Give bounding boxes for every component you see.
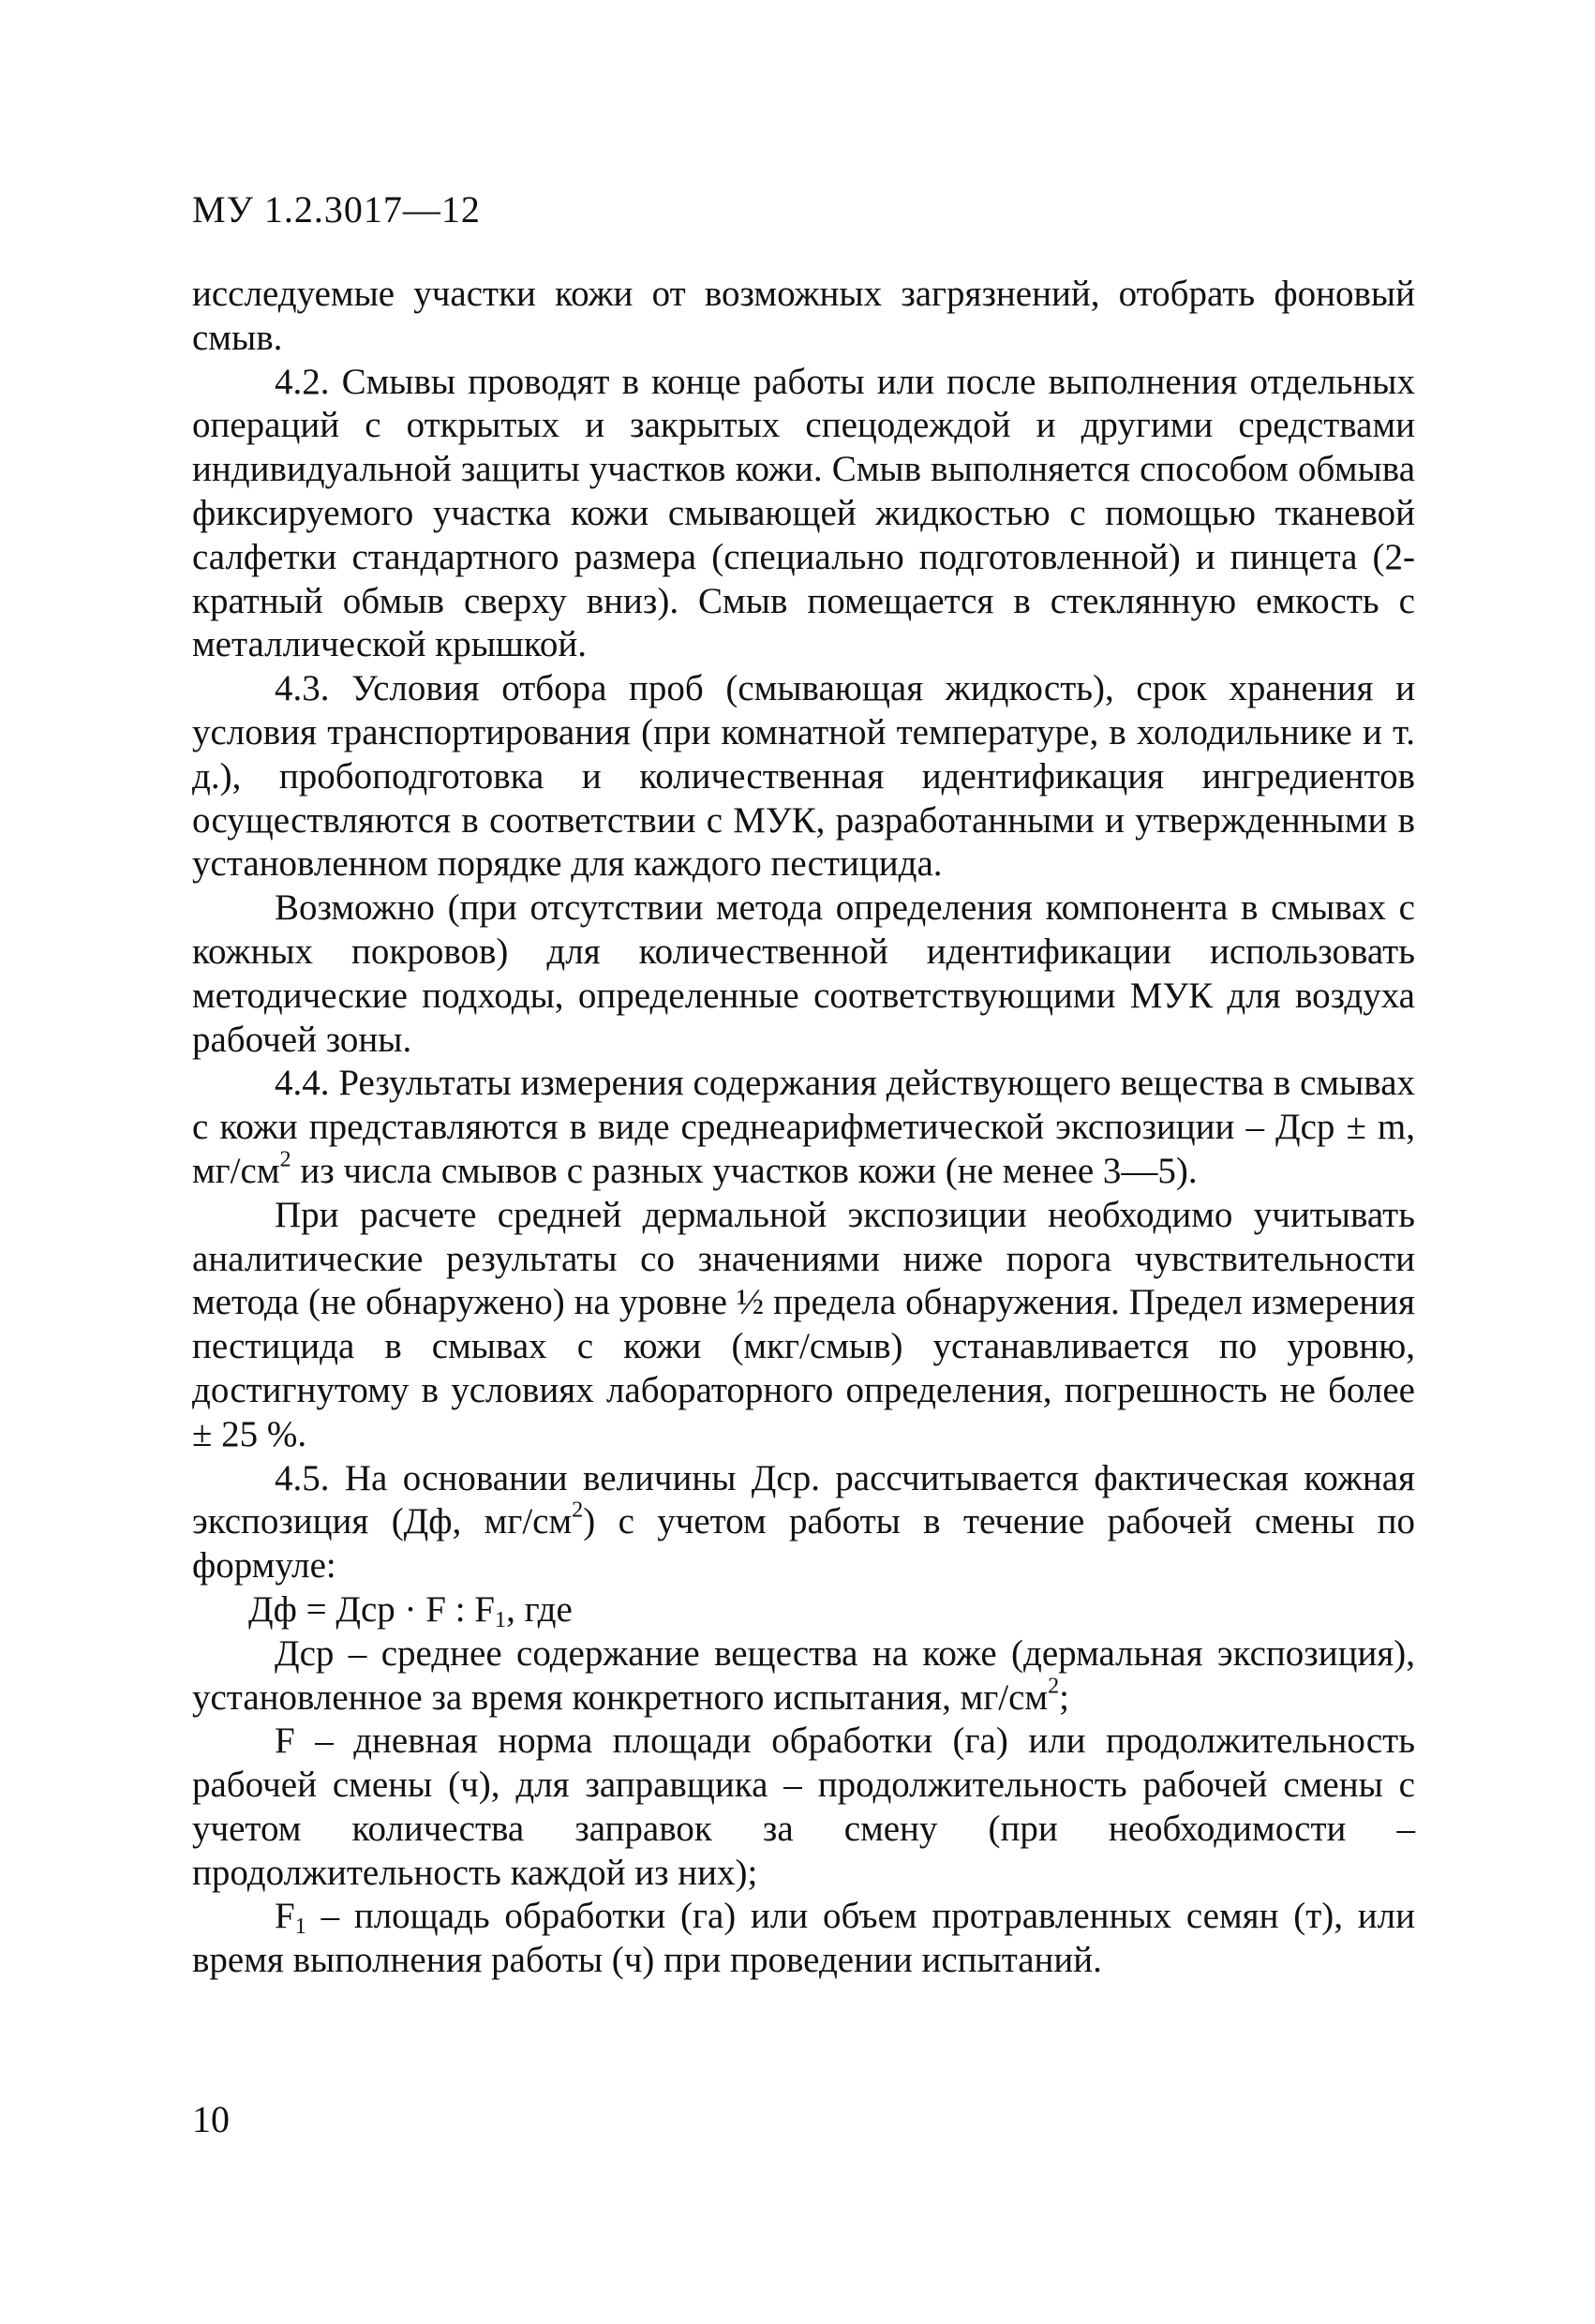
- paragraph-4-4-text-a: 4.4. Результаты измерения содержания действующего вещества в смывах с кожи представляются в виде среднеарифметической экспозиции – Дср ± m, мг/см: [192, 1063, 1415, 1191]
- definition-f1: [192, 1895, 1415, 1983]
- paragraph-4-5: [192, 1457, 1415, 1588]
- definition-f: F – дневная норма площади обработки (га) или продолжительность рабочей смены (ч), для заправщика – продолжительность рабочей смены с учетом количества заправок за смену (при необходимости – продолжительность каждой из них);: [192, 1721, 1415, 1893]
- definition-dsr: [192, 1632, 1415, 1721]
- page-number: 10: [192, 2098, 230, 2140]
- subscript: 1: [294, 1914, 306, 1940]
- formula-text-b: , где: [506, 1588, 573, 1630]
- formula: [192, 1588, 1415, 1632]
- paragraph-4-5-text-b: ) с учетом работы в течение рабочей смены по формуле:: [192, 1501, 1416, 1587]
- subscript: 1: [494, 1606, 507, 1632]
- paragraph-dermal-calculation: При расчете средней дермальной экспозиции необходимо учитывать аналитические результаты со значениями ниже порога чувствительности метода (не обнаружено) на уровне ½ предела обнаружения. Предел измерения пестицида в смывах с кожи (мкг/смыв) устанавливается по уровню, достигнутому в условиях лабораторного определения, погрешность не более ± 25 %.: [192, 1194, 1415, 1454]
- superscript: 2: [279, 1146, 291, 1172]
- paragraph-4-4-text-b: из числа смывов с разных участков кожи (не менее 3—5).: [291, 1150, 1198, 1191]
- paragraph-4-2: 4.2. Смывы проводят в конце работы или после выполнения отдельных операций с открытых и закрытых спецодеждой и другими средствами индивидуальной защиты участков кожи. Смыв выполняется способом обмыва фиксируемого участка кожи смывающей жидкостью с помощью тканевой салфетки стандартного размера (специально подготовленной) и пинцета (2-кратный обмыв сверху вниз). Смыв помещается в стеклянную емкость с металлической крышкой.: [192, 361, 1415, 665]
- formula-text-a: Дф = Дср · F : F: [248, 1588, 495, 1630]
- paragraph-continuation: исследуемые участки кожи от возможных загрязнений, отобрать фоновый смыв.: [192, 274, 1415, 358]
- paragraph-4-4: [192, 1062, 1415, 1193]
- paragraph-4-5-text-a: 4.5. На основании величины Дср. рассчитывается фактическая кожная экспозиция (Дф, мг/см: [192, 1457, 1415, 1542]
- definition-dsr-text-a: Дср – среднее содержание вещества на коже (дермальная экспозиция), установленное за время конкретного испытания, мг/см: [192, 1632, 1415, 1718]
- paragraph-4-3: 4.3. Условия отбора проб (смывающая жидкость), срок хранения и условия транспортирования (при комнатной температуре, в холодильнике и т. д.), пробоподготовка и количественная идентификация ингредиентов осуществляются в соответствии с МУК, разработанными и утвержденными в установленном порядке для каждого пестицида.: [192, 668, 1415, 885]
- superscript: 2: [572, 1497, 584, 1523]
- document-code-header: МУ 1.2.3017—12: [192, 188, 481, 231]
- definition-f1-symbol: F: [275, 1896, 295, 1937]
- paragraph-alternative-method: Возможно (при отсутствии метода определения компонента в смывах с кожных покровов) для количественной идентификации использовать методические подходы, определенные соответствующими МУК для воздуха рабочей зоны.: [192, 887, 1415, 1060]
- document-body: [192, 273, 1415, 1983]
- definition-f1-text: – площадь обработки (га) или объем протравленных семян (т), или время выполнения работы (ч) при проведении испытаний.: [192, 1896, 1415, 1981]
- definition-dsr-text-b: ;: [1059, 1676, 1070, 1718]
- superscript: 2: [1048, 1673, 1060, 1699]
